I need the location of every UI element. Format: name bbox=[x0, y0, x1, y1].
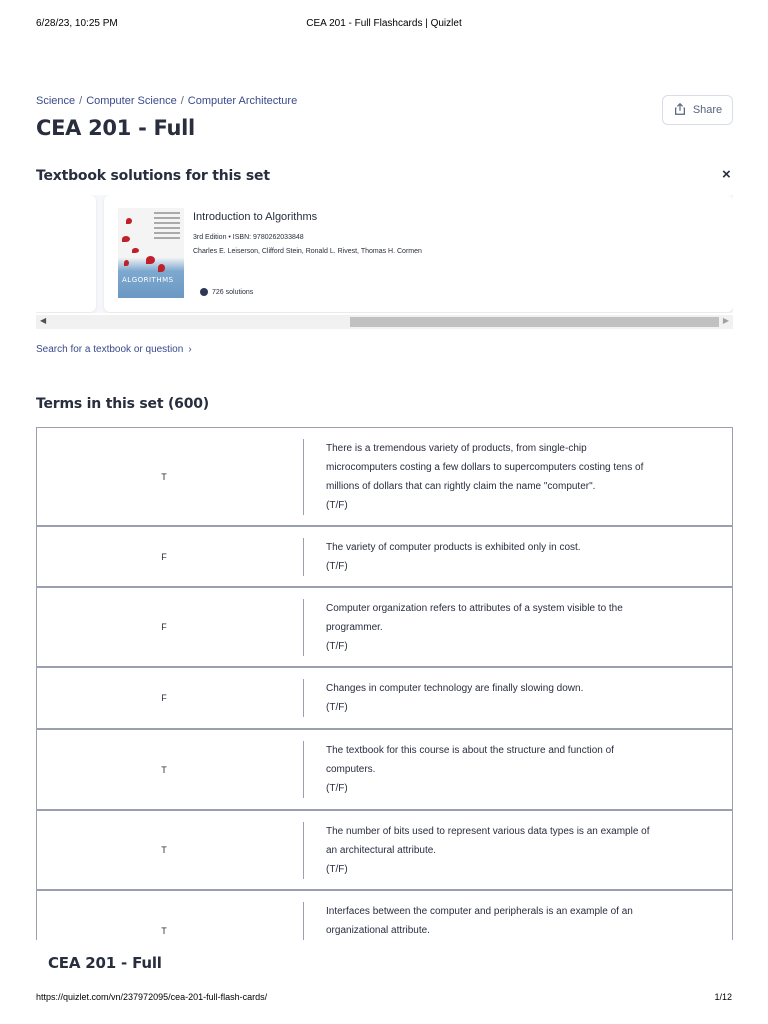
share-button[interactable] bbox=[662, 95, 733, 125]
term-text: T bbox=[161, 926, 167, 936]
definition-line: an architectural attribute. bbox=[326, 845, 437, 856]
definition-line: Computer organization refers to attributes of a system visible to the bbox=[326, 603, 623, 614]
textbook-carousel bbox=[36, 195, 733, 313]
definition-line: computers. bbox=[326, 764, 376, 775]
definition-line: Changes in computer technology are finally slowing down. bbox=[326, 683, 584, 694]
solutions-label: 726 solutions bbox=[212, 288, 254, 296]
term-divider bbox=[303, 902, 304, 940]
term-row bbox=[37, 428, 732, 527]
term-text: F bbox=[161, 622, 167, 632]
breadcrumb-computer-architecture[interactable]: Computer Architecture bbox=[187, 95, 298, 107]
verified-badge-icon bbox=[200, 288, 208, 296]
term-definition bbox=[326, 679, 706, 717]
search-textbook-label: Search for a textbook or question bbox=[36, 344, 184, 355]
term-definition bbox=[326, 439, 706, 515]
carousel-scrollbar[interactable] bbox=[36, 315, 733, 329]
print-footer bbox=[36, 992, 732, 1006]
scroll-right-arrow-icon[interactable]: ▶ bbox=[722, 316, 729, 325]
term-row bbox=[37, 527, 732, 588]
term-definition bbox=[326, 822, 706, 879]
print-datetime: 6/28/23, 10:25 PM bbox=[36, 18, 118, 29]
term-divider bbox=[303, 439, 304, 515]
definition-line: programmer. bbox=[326, 622, 383, 633]
breadcrumb-science[interactable]: Science bbox=[36, 95, 76, 107]
book-cover-text: ALGORITHMS bbox=[122, 276, 174, 284]
term-text: F bbox=[161, 693, 167, 703]
share-icon bbox=[673, 102, 687, 119]
breadcrumb-separator: / bbox=[180, 95, 184, 107]
definition-line: There is a tremendous variety of products, from single-chip bbox=[326, 443, 587, 454]
print-page-number: 1/12 bbox=[714, 992, 732, 1002]
print-url: https://quizlet.com/vn/237972095/cea-201-full-flash-cards/ bbox=[36, 992, 268, 1002]
footer-set-title: CEA 201 - Full bbox=[48, 954, 162, 972]
textbook-solutions-title: Textbook solutions for this set bbox=[36, 168, 270, 184]
scroll-left-arrow-icon[interactable]: ◀ bbox=[40, 316, 47, 325]
term-divider bbox=[303, 741, 304, 798]
term-row bbox=[37, 730, 732, 811]
chevron-right-icon: › bbox=[188, 344, 192, 355]
term-definition bbox=[326, 902, 706, 940]
print-title: CEA 201 - Full Flashcards | Quizlet bbox=[306, 18, 462, 29]
term-divider bbox=[303, 538, 304, 576]
textbook-card-previous[interactable] bbox=[36, 195, 96, 312]
term-row bbox=[37, 588, 732, 668]
share-label: Share bbox=[692, 104, 723, 116]
definition-line: The variety of computer products is exhibited only in cost. bbox=[326, 542, 581, 553]
term-divider bbox=[303, 679, 304, 717]
term-text: T bbox=[161, 471, 167, 482]
definition-line: (T/F) bbox=[326, 783, 348, 794]
definition-line: (T/F) bbox=[326, 561, 348, 572]
term-row bbox=[37, 891, 732, 940]
breadcrumb-computer-science[interactable]: Computer Science bbox=[86, 95, 177, 107]
term-divider bbox=[303, 822, 304, 879]
search-textbook-link[interactable] bbox=[36, 344, 192, 355]
book-edition-isbn: 3rd Edition • ISBN: 9780262033848 bbox=[193, 234, 304, 241]
term-row bbox=[37, 668, 732, 730]
page-title: CEA 201 - Full bbox=[36, 116, 195, 140]
term-definition bbox=[326, 538, 706, 576]
term-text: T bbox=[161, 764, 167, 775]
textbook-card[interactable] bbox=[104, 195, 733, 312]
definition-line: The number of bits used to represent various data types is an example of bbox=[326, 826, 650, 837]
book-authors: Charles E. Leiserson, Clifford Stein, Ronald L. Rivest, Thomas H. Cormen bbox=[193, 248, 422, 255]
definition-line: Interfaces between the computer and peripherals is an example of an bbox=[326, 906, 633, 917]
term-text: F bbox=[161, 551, 167, 562]
term-text: T bbox=[161, 845, 167, 855]
definition-line: millions of dollars that can rightly claim the name "computer". bbox=[326, 481, 596, 492]
definition-line: (T/F) bbox=[326, 864, 348, 875]
print-header bbox=[36, 18, 732, 32]
terms-title: Terms in this set (600) bbox=[36, 396, 210, 412]
breadcrumb-separator: / bbox=[79, 95, 83, 107]
definition-line: (T/F) bbox=[326, 641, 348, 652]
definition-line: (T/F) bbox=[326, 500, 348, 511]
definition-line: (T/F) bbox=[326, 702, 348, 713]
book-solutions-count bbox=[200, 288, 253, 296]
breadcrumb bbox=[36, 95, 297, 107]
close-icon[interactable]: × bbox=[722, 166, 731, 183]
definition-line: The textbook for this course is about the structure and function of bbox=[326, 745, 614, 756]
book-title[interactable]: Introduction to Algorithms bbox=[193, 211, 318, 223]
definition-line: organizational attribute. bbox=[326, 925, 430, 936]
definition-line: microcomputers costing a few dollars to supercomputers costing tens of bbox=[326, 462, 644, 473]
scrollbar-thumb[interactable] bbox=[350, 317, 719, 327]
term-divider bbox=[303, 599, 304, 656]
book-cover-image bbox=[118, 208, 184, 298]
term-definition bbox=[326, 741, 706, 798]
term-definition bbox=[326, 599, 706, 656]
term-row bbox=[37, 811, 732, 891]
terms-table bbox=[36, 427, 733, 940]
